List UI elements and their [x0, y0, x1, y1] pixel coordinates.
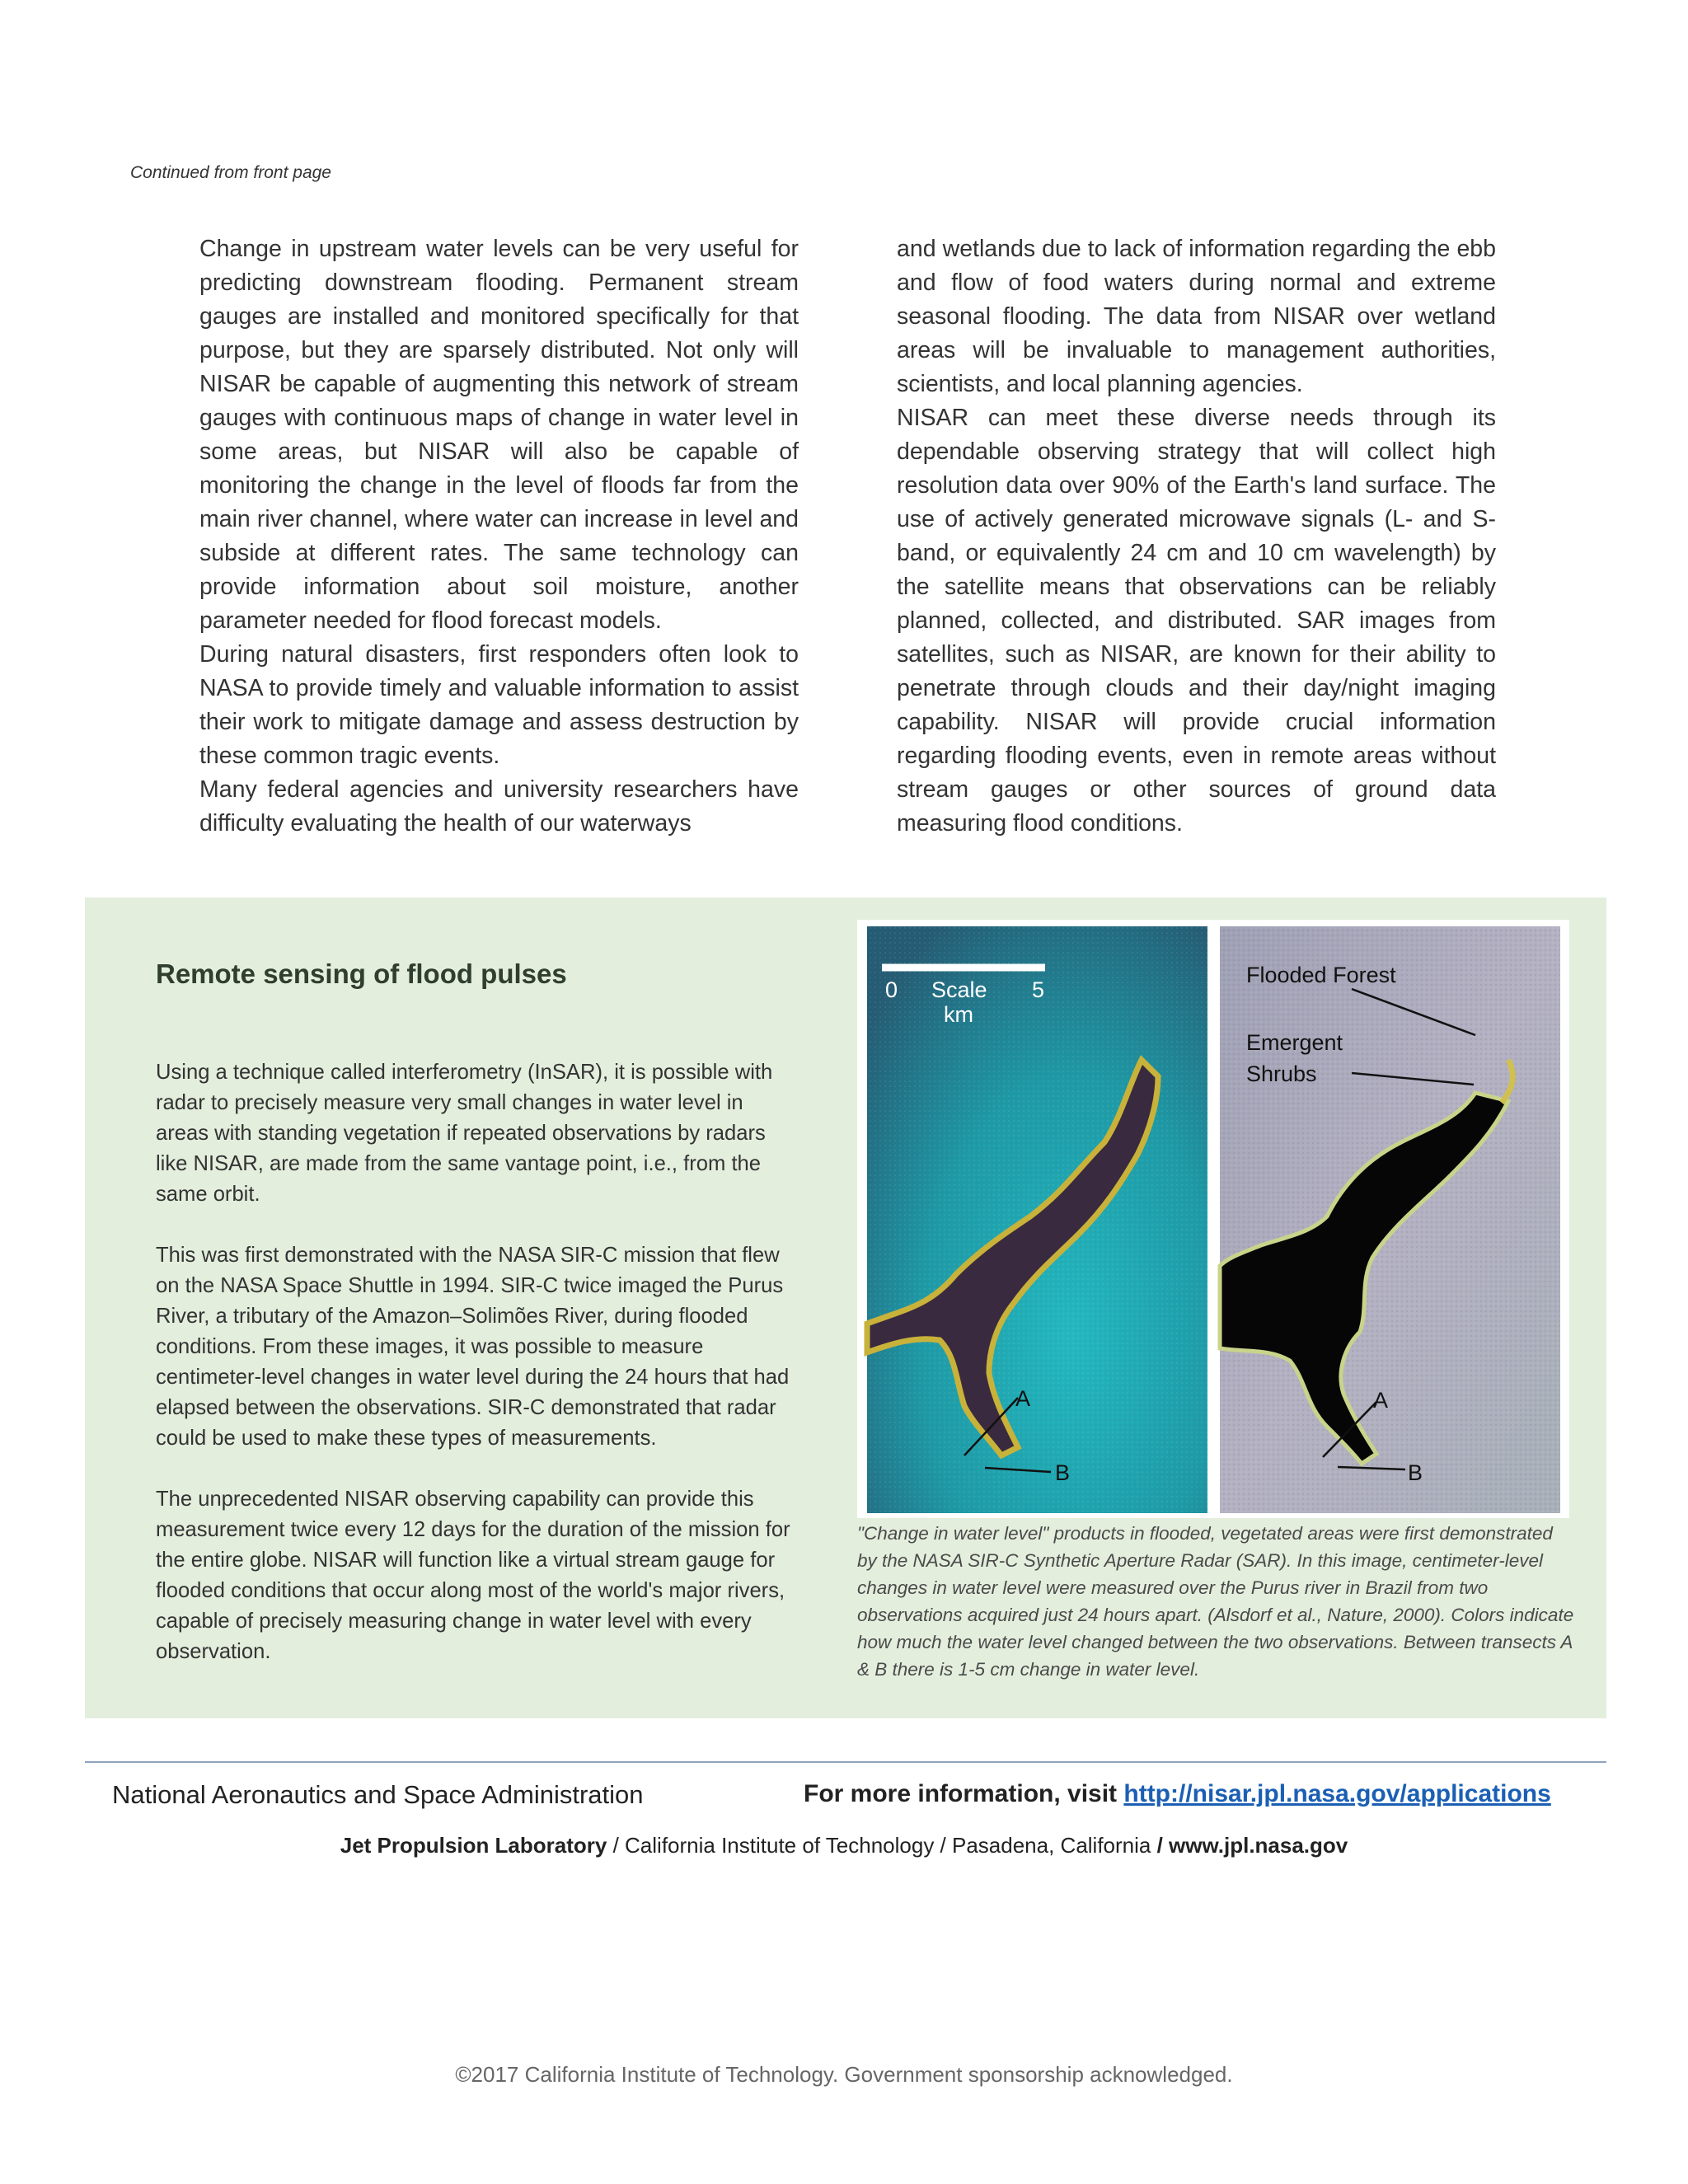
scale-label: Scale	[931, 977, 987, 1002]
label-a-right: A	[1373, 1388, 1389, 1413]
label-a-left: A	[1015, 1386, 1031, 1411]
sidebar-title: Remote sensing of flood pulses	[156, 958, 567, 989]
jpl-name: Jet Propulsion Laboratory	[340, 1833, 607, 1858]
continued-note: Continued from front page	[130, 163, 331, 182]
more-info-label: For more information, visit	[804, 1780, 1124, 1807]
applications-link[interactable]: http://nisar.jpl.nasa.gov/applications	[1123, 1780, 1551, 1807]
article-column-right	[897, 232, 1496, 841]
jpl-line	[0, 1833, 1688, 1858]
figure-caption: "Change in water level" products in flooded, vegetated areas were first demonstrated by the NASA SIR-C Synthetic Aperture Radar (SAR). In this image, centimeter-level changes in water level were measured over the Purus river in Brazil from two observations acquired just 24 hours apart. (Alsdorf et al., Nature, 2000). Colors indicate how much the water level changed between the two observations. Between transects A & B there is 1-5 cm change in water level.	[857, 1523, 1574, 1680]
paragraph: Change in upstream water levels can be very useful for predicting downstream flooding. Permanent stream gauges are installed and monitored specifically for that purpose, but they are sparsely distributed. Not only will NISAR be capable of augmenting this network of stream gauges with continuous maps of change in water level in some areas, but NISAR will also be capable of monitoring the change in the level of floods far from the main river channel, where water can increase in level and subside at different rates. The same technology can provide information about soil moisture, another parameter needed for flood forecast models.	[199, 236, 799, 634]
footer-divider	[85, 1761, 1606, 1763]
scale-unit: km	[944, 1002, 973, 1027]
sidebar-paragraph: This was first demonstrated with the NASA SIR-C mission that flew on the NASA Space Shuttle in 1994. SIR-C twice imaged the Purus River, a tributary of the Amazon–Solimões River, during flooded conditions. From these images, it was possible to measure centimeter-level changes in water level during the 24 hours that had elapsed between the observations. SIR-C demonstrated that radar could be used to make these types of measurements.	[156, 1244, 790, 1450]
more-info	[804, 1780, 1551, 1808]
paragraph: During natural disasters, first responders often look to NASA to provide timely and valuable information to assist their work to mitigate damage and assess destruction by these common tragic events.	[199, 641, 799, 769]
copyright: ©2017 California Institute of Technology. Government sponsorship acknowledged.	[455, 2062, 1233, 2087]
right-sar-panel	[1220, 926, 1560, 1513]
jpl-location: / California Institute of Technology / Pasadena, California	[607, 1833, 1157, 1858]
sidebar-paragraph: Using a technique called interferometry (InSAR), it is possible with radar to precisely measure very small changes in water level in areas with standing vegetation if repeated observations by radars like NISAR, are made from the same vantage point, i.e., from the same orbit.	[156, 1061, 773, 1206]
label-b-left: B	[1055, 1460, 1071, 1485]
paragraph: and wetlands due to lack of information regarding the ebb and flow of food waters during normal and extreme seasonal flooding. The data from NISAR over wetland areas will be invaluable to management authorities, scientists, and local planning agencies.	[897, 236, 1496, 397]
label-b-right: B	[1408, 1460, 1423, 1485]
sidebar-text	[156, 1057, 790, 1698]
sar-figure	[857, 920, 1569, 1518]
nasa-name: National Aeronautics and Space Administration	[112, 1780, 644, 1809]
label-emergent: Emergent	[1246, 1030, 1343, 1055]
left-sar-panel	[867, 926, 1207, 1513]
paragraph: Many federal agencies and university researchers have difficulty evaluating the health of our waterways	[199, 776, 799, 837]
paragraph: NISAR can meet these diverse needs through its dependable observing strategy that will collect high resolution data over 90% of the Earth's land surface. The use of actively generated microwave signals (L- and S-band, or equivalently 24 cm and 10 cm wavelength) by the satellite means that observations can be reliably planned, collected, and distributed. SAR images from satellites, such as NISAR, are known for their ability to penetrate through clouds and their day/night imaging capability. NISAR will provide crucial information regarding flooding events, even in remote areas without stream gauges or other sources of ground data measuring flood conditions.	[897, 405, 1496, 837]
scale-zero: 0	[885, 977, 898, 1002]
scale-five: 5	[1032, 977, 1045, 1002]
sidebar-paragraph: The unprecedented NISAR observing capability can provide this measurement twice every 12 days for the duration of the mission for the entire globe. NISAR will function like a virtual stream gauge for flooded conditions that occur along most of the world's major rivers, capable of precisely measuring change in water level with every observation.	[156, 1488, 790, 1663]
jpl-website: / www.jpl.nasa.gov	[1156, 1833, 1348, 1858]
sar-image-pair	[857, 920, 1569, 1518]
label-flooded-forest: Flooded Forest	[1246, 963, 1396, 987]
article-column-left	[199, 232, 799, 841]
label-shrubs: Shrubs	[1246, 1062, 1317, 1086]
